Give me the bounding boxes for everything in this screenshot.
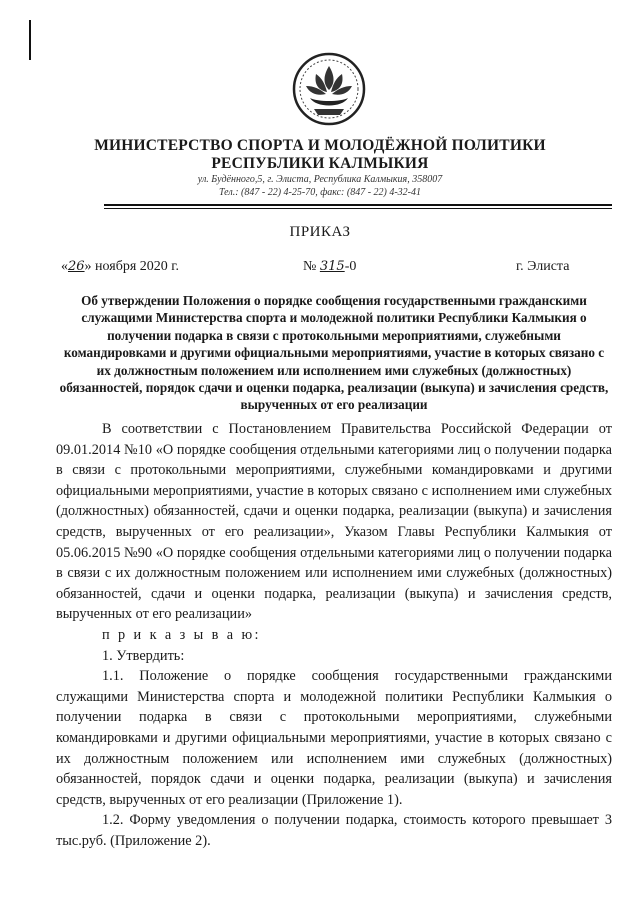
order-title: ПРИКАЗ [289,224,351,240]
order-date [61,259,179,275]
preamble-paragraph: В соответствии с Постановлением Правительства Российской Федерации от 09.01.2014 №10 «О порядке сообщения отдельными категориями лиц о получении подарка в связи с протокольными мероприятиями, служебными командировками и другими официальными мероприятиями, участие в которых связано с исполнением ими служебных (должностных) обязанностей, сдачи и оценки подарка, реализации (выкупа) и зачисления средств, вырученных от его реализации», Указом Главы Республики Калмыкия от 05.06.2015 №90 «О порядке сообщения отдельными категориями лиц о получении подарка в связи с их должностным положением или исполнением ими служебных (должностных) обязанностей, сдачи и оценки подарка, реализации (выкупа) и зачисления средств, вырученных от его реализации» [56,421,612,623]
header-rule-thin [104,208,612,209]
order-subject: Об утверждении Положения о порядке сообщения государственными гражданскими служащими Министерства спорта и молодежной политики Республики Калмыкия о получении подарка в связи с протокольными мероприятиями, служебными командировками и другими официальными мероприятиями, участие в которых связано с их должностным положением или исполнением ими служебных (должностных) обязанностей, порядок сдачи и оценки подарка, реализации (выкупа) и зачисления средств, вырученных от его реализации [59,293,609,413]
order-number [303,259,356,275]
date-day-handwritten: 26 [68,259,85,274]
ministry-phone: Тел.: (847 - 22) 4-25-70, факс: (847 - 22) 4-32-41 [218,187,422,198]
coat-of-arms-icon [292,52,366,126]
ministry-name-line1: МИНИСТЕРСТВО СПОРТА И МОЛОДЁЖНОЙ ПОЛИТИКИ [94,137,546,154]
item-1-2: 1.2. Форму уведомления о получении подарка, стоимость которого превышает 3 тыс.руб. (Приложение 2). [56,812,612,849]
date-open-quote: « [61,259,68,274]
order-city: г. Элиста [516,259,570,274]
number-handwritten: 315 [319,259,345,274]
number-prefix: № [303,259,317,274]
date-rest: » ноября 2020 г. [84,259,179,274]
ministry-name-line2: РЕСПУБЛИКИ КАЛМЫКИЯ [211,155,429,172]
number-suffix: -0 [344,259,357,274]
margin-mark [29,20,31,60]
ministry-address: ул. Будённого,5, г. Элиста, Республика Калмыкия, 358007 [197,174,443,185]
order-body [56,419,612,851]
item-1: 1. Утвердить: [102,647,185,664]
order-word: п р и к а з ы в а ю: [102,626,261,643]
item-1-1: 1.1. Положение о порядке сообщения государственными гражданскими служащими Министерства спорта и молодежной политики Республики Калмыкия о получении подарка в связи с протокольными мероприятиями, служебными командировками и другими официальными мероприятиями, участие в которых связано с их должностным положением или исполнением ими служебных (должностных) обязанностей, порядок сдачи и оценки подарка, реализации (выкупа) и зачисления средств, вырученных от его реализации (Приложение 1). [56,668,612,808]
header-rule-thick [104,204,612,206]
